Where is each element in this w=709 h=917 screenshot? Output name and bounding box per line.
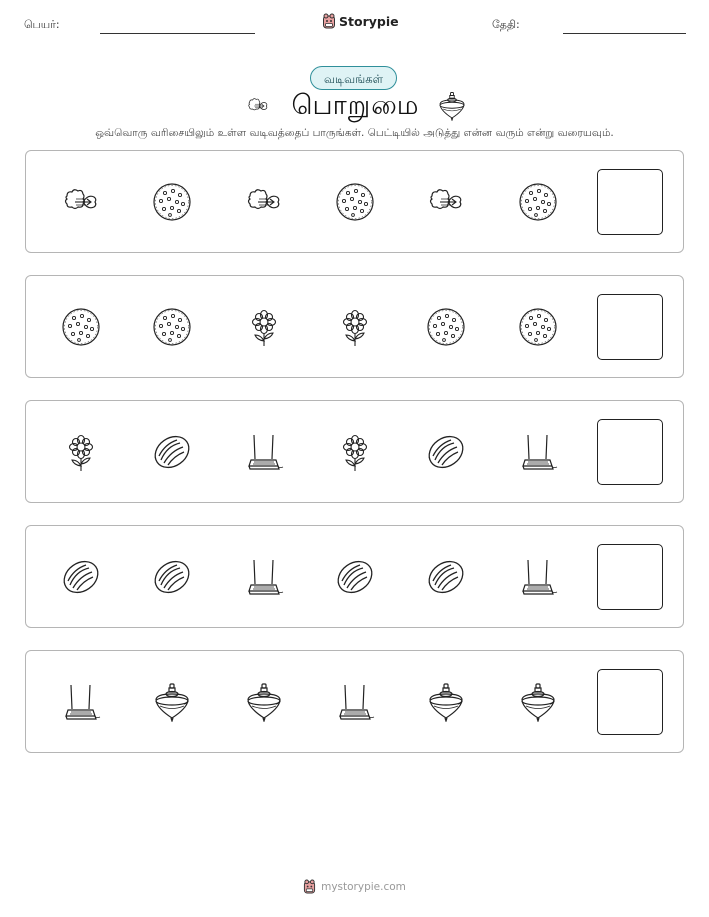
pattern-row [25, 400, 684, 503]
spinning-top-icon [437, 91, 467, 121]
cookie-icon [518, 307, 558, 347]
brand-name: Storypie [339, 13, 399, 29]
answer-box[interactable] [597, 669, 663, 735]
flower-icon [61, 432, 101, 472]
cookie-icon [152, 307, 192, 347]
spinning-top-icon [244, 682, 284, 722]
leaf-icon [335, 557, 375, 597]
swing-icon [244, 432, 284, 472]
leaf-icon [152, 432, 192, 472]
cookie-icon [518, 182, 558, 222]
storypie-mascot-icon [303, 879, 316, 894]
cookie-icon [426, 307, 466, 347]
swing-icon [518, 557, 558, 597]
answer-box[interactable] [597, 169, 663, 235]
leaf-icon [152, 557, 192, 597]
page-title: பொறுமை [291, 90, 420, 121]
leaf-icon [426, 557, 466, 597]
name-label: பெயர்: [24, 18, 60, 31]
footer-url: mystorypie.com [321, 880, 406, 893]
wind-icon [426, 182, 466, 222]
flower-icon [335, 307, 375, 347]
swing-icon [61, 682, 101, 722]
pattern-row [25, 650, 684, 753]
pattern-row [25, 525, 684, 628]
title-row [0, 88, 709, 124]
swing-icon [244, 557, 284, 597]
cookie-icon [61, 307, 101, 347]
spinning-top-icon [426, 682, 466, 722]
date-label: தேதி: [492, 18, 520, 31]
cookie-icon [152, 182, 192, 222]
category-badge: வடிவங்கள் [310, 66, 397, 90]
flower-icon [244, 307, 284, 347]
answer-box[interactable] [597, 544, 663, 610]
spinning-top-icon [152, 682, 192, 722]
brand-logo [322, 13, 399, 29]
wind-icon [244, 182, 284, 222]
pattern-row [25, 150, 684, 253]
cookie-icon [335, 182, 375, 222]
storypie-mascot-icon [322, 13, 336, 29]
answer-box[interactable] [597, 294, 663, 360]
swing-icon [335, 682, 375, 722]
footer [0, 879, 709, 894]
date-line[interactable] [563, 33, 686, 34]
wind-icon [242, 94, 274, 118]
pattern-row [25, 275, 684, 378]
leaf-icon [61, 557, 101, 597]
wind-icon [61, 182, 101, 222]
leaf-icon [426, 432, 466, 472]
swing-icon [518, 432, 558, 472]
spinning-top-icon [518, 682, 558, 722]
name-line[interactable] [100, 33, 255, 34]
flower-icon [335, 432, 375, 472]
answer-box[interactable] [597, 419, 663, 485]
instructions: ஒவ்வொரு வரிசையிலும் உள்ள வடிவத்தைப் பாருங்கள். பெட்டியில் அடுத்து என்ன வரும் என்று வரையவும். [95, 127, 614, 139]
